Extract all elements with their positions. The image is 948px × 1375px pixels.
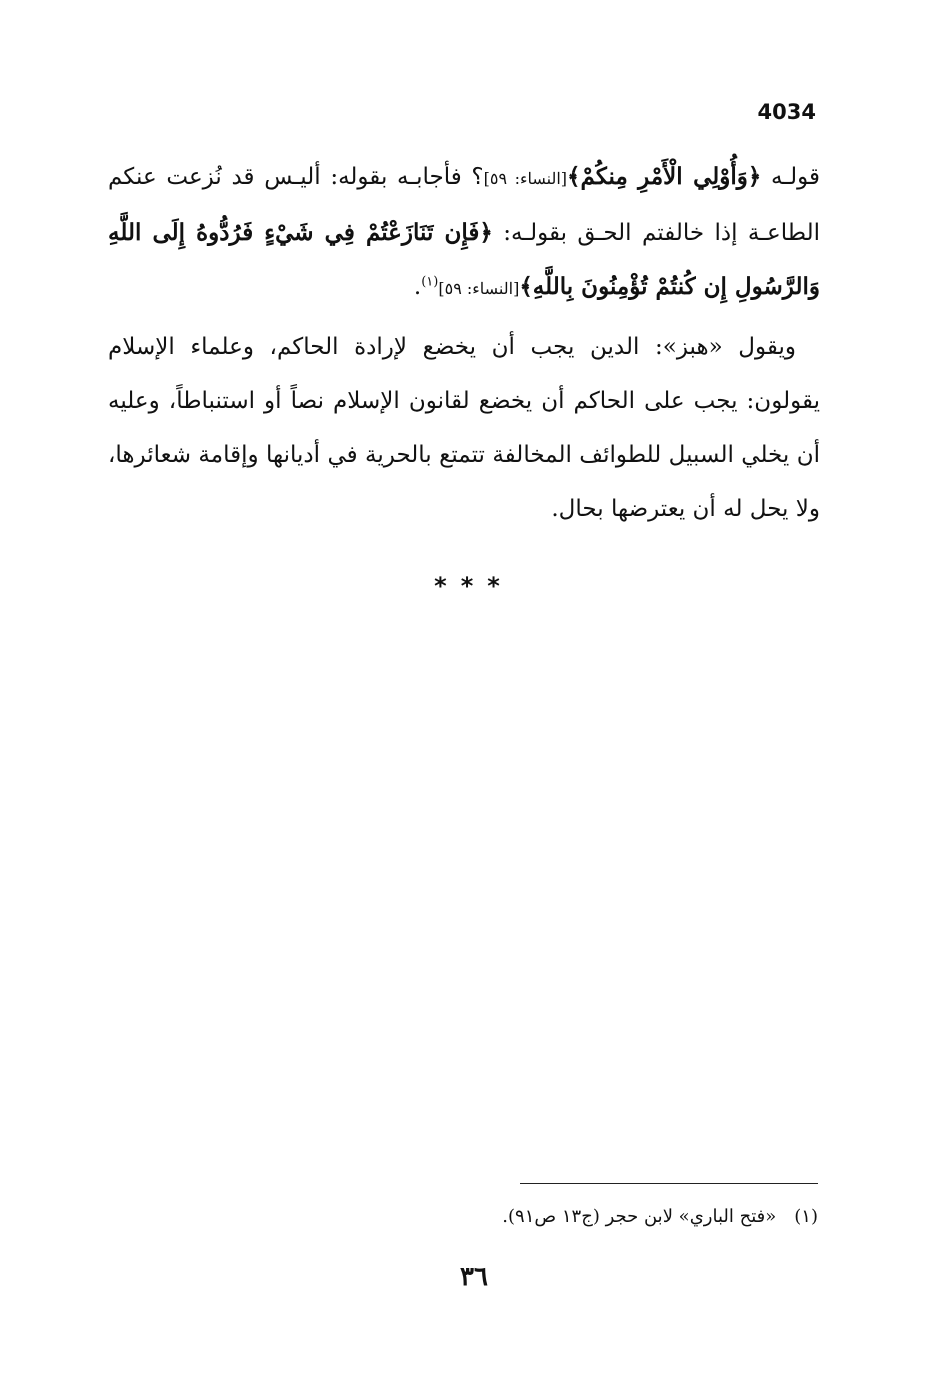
section-separator: *** <box>434 572 514 600</box>
paragraph-1 <box>108 150 820 316</box>
verse-reference-1: [النساء: ٥٩] <box>483 169 568 188</box>
footnote <box>218 1202 818 1232</box>
footnote-text: «فتح الباري» لابن حجر (ج١٣ ص٩١). <box>502 1206 777 1227</box>
paragraph-2: ويقول «هبز»: الدين يجب أن يخضع لإرادة الحاكم، وعلماء الإسلام يقولون: يجب على الحاكم أن يخضع لقانون الإسلام نصاً أو استنباطاً، وعليه أن يخلي السبيل للطوائف المخالفة تتمتع بالحرية في أديانها وإقامة شعائرها، ولا يحل له أن يعترضها بحال. <box>108 334 820 522</box>
quran-verse-1: ﴿وَأُوْلِي الْأَمْرِ مِنكُمْ﴾ <box>567 163 762 190</box>
header-page-number: 4034 <box>757 100 816 124</box>
verse-reference-2: [النساء: ٥٩] <box>438 279 520 298</box>
footnote-number: (١) <box>794 1206 818 1227</box>
paragraph-1-end: . <box>413 274 422 300</box>
page-number: ٣٦ <box>460 1262 488 1292</box>
paragraph-1-part-1: قولـه <box>761 164 820 190</box>
quran-verse-2: ﴿فَإِن تَنَازَعْتُمْ فِي شَيْءٍ فَرُدُّوهُ إِلَى اللَّهِ وَالرَّسُولِ إِن كُنتُمْ تُؤْمِنُونَ بِاللَّهِ﴾ <box>108 219 820 300</box>
footnote-divider <box>520 1183 818 1184</box>
paragraph-1-part-2: ؟ فأجابـه بقوله: أليـس قد نُزعت عنكم الطاعـة إذا خالفتم الحـق بقولـه: <box>108 164 820 246</box>
footnote-marker[interactable]: (١) <box>421 274 439 290</box>
body-text <box>108 150 820 536</box>
